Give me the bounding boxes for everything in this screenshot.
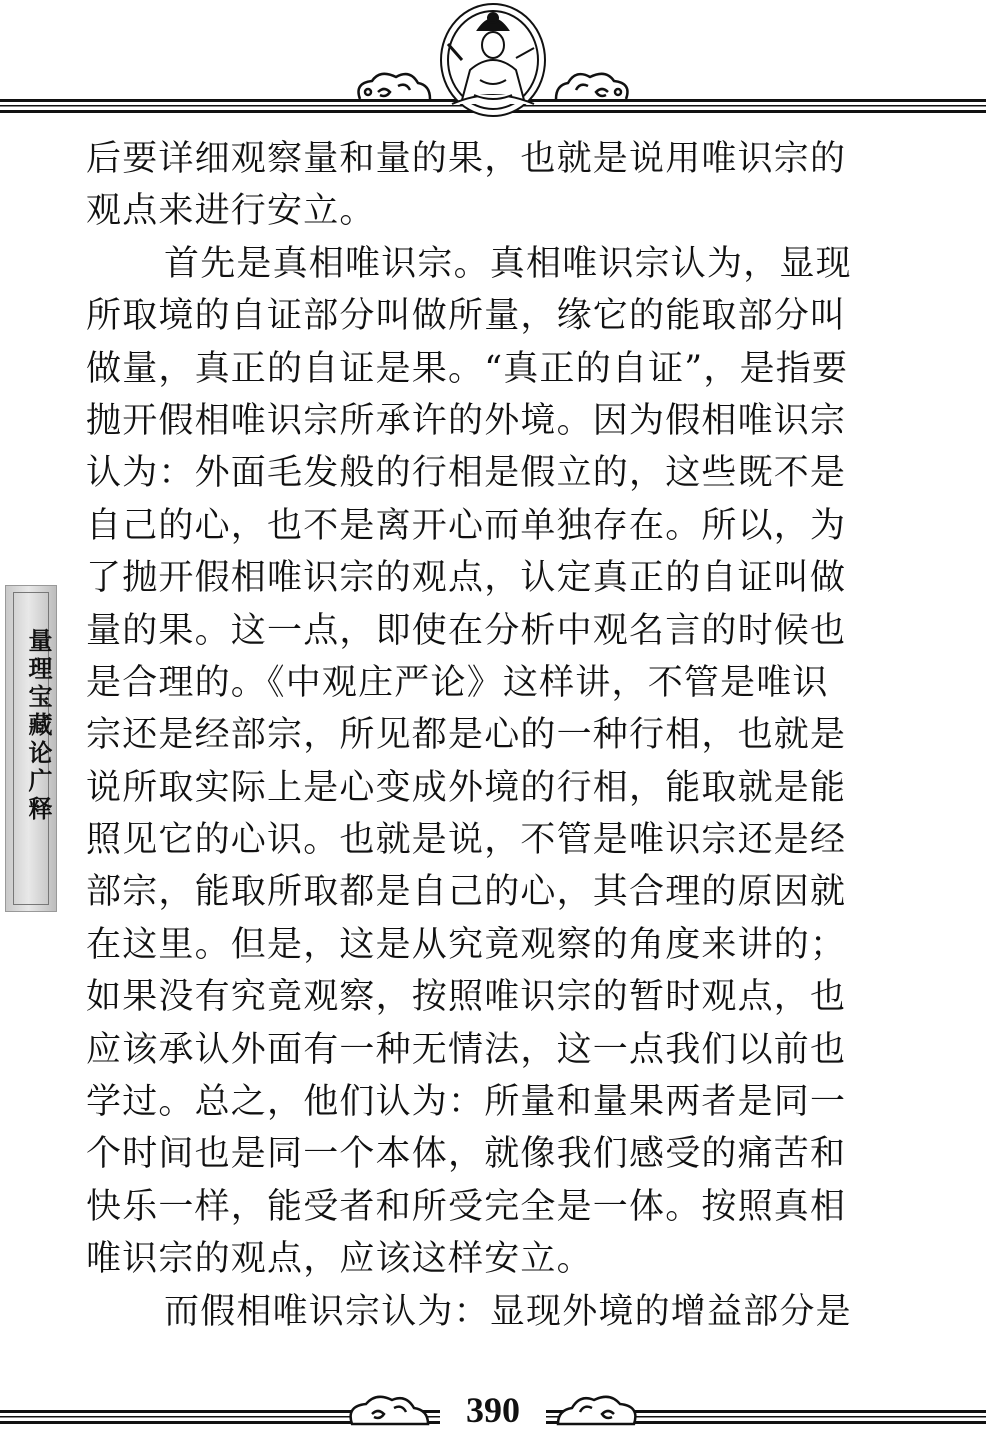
cloud-scroll-left-icon [359, 74, 431, 99]
text-line: 是合理的。《中观庄严论》这样讲，不管是唯识 [86, 662, 829, 703]
body-text [86, 133, 886, 1338]
paragraph-2 [86, 238, 886, 1286]
side-chapter-tab [5, 585, 57, 912]
text-line: 做量，真正的自证是果。“真正的自证”，是指要 [86, 348, 849, 389]
deity-figure-icon [441, 4, 545, 116]
text-line: 说所取实际上是心变成外境的行相，能取就是能 [86, 767, 847, 808]
text-line: 所取境的自证部分叫做所量，缘它的能取部分叫 [86, 296, 847, 337]
page-number: 390 [466, 1390, 520, 1430]
text-line: 量的果。这一点，即使在分析中观名言的时候也 [86, 610, 847, 651]
footer-cloud-left-icon [351, 1397, 428, 1424]
text-line: 认为：外面毛发般的行相是假立的，这些既不是 [86, 453, 847, 494]
text-line: 如果没有究竟观察，按照唯识宗的暂时观点，也 [86, 977, 847, 1018]
text-line: 后要详细观察量和量的果，也就是说用唯识宗的 [86, 139, 847, 179]
text-line: 宗还是经部宗，所见都是心的一种行相，也就是 [86, 715, 847, 756]
text-line: 快乐一样，能受者和所受完全是一体。按照真相 [86, 1186, 847, 1227]
text-line: 照见它的心识。也就是说，不管是唯识宗还是经 [86, 820, 847, 861]
text-line: 自己的心，也不是离开心而单独存在。所以，为 [86, 505, 847, 546]
paragraph-1 [86, 133, 886, 238]
text-line: 抛开假相唯识宗所承许的外境。因为假相唯识宗 [86, 400, 847, 441]
page-header-ornament [0, 0, 986, 130]
text-line: 了抛开假相唯识宗的观点，认定真正的自证叫做 [86, 558, 847, 599]
side-book-title: 量理宝藏论广释 [24, 628, 53, 824]
text-line: 观点来进行安立。 [86, 191, 376, 232]
text-line: 应该承认外面有一种无情法，这一点我们以前也 [86, 1029, 847, 1070]
text-line: 学过。总之，他们认为：所量和量果两者是同一 [86, 1082, 847, 1123]
paragraph-3 [86, 1286, 886, 1338]
text-line: 唯识宗的观点，应该这样安立。 [86, 1239, 593, 1280]
text-line: 部宗，能取所取都是自己的心，其合理的原因就 [86, 872, 847, 913]
text-line-indented: 首先是真相唯识宗。真相唯识宗认为，显现 [164, 243, 852, 284]
header-ornament-graphic [0, 0, 986, 130]
text-line: 个时间也是同一个本体，就像我们感受的痛苦和 [86, 1134, 847, 1175]
cloud-scroll-right-icon [556, 74, 628, 99]
text-line: 在这里。但是，这是从究竟观察的角度来讲的； [86, 924, 847, 965]
footer-cloud-right-icon [558, 1397, 635, 1424]
text-line-indented: 而假相唯识宗认为：显现外境的增益部分是 [164, 1291, 852, 1332]
